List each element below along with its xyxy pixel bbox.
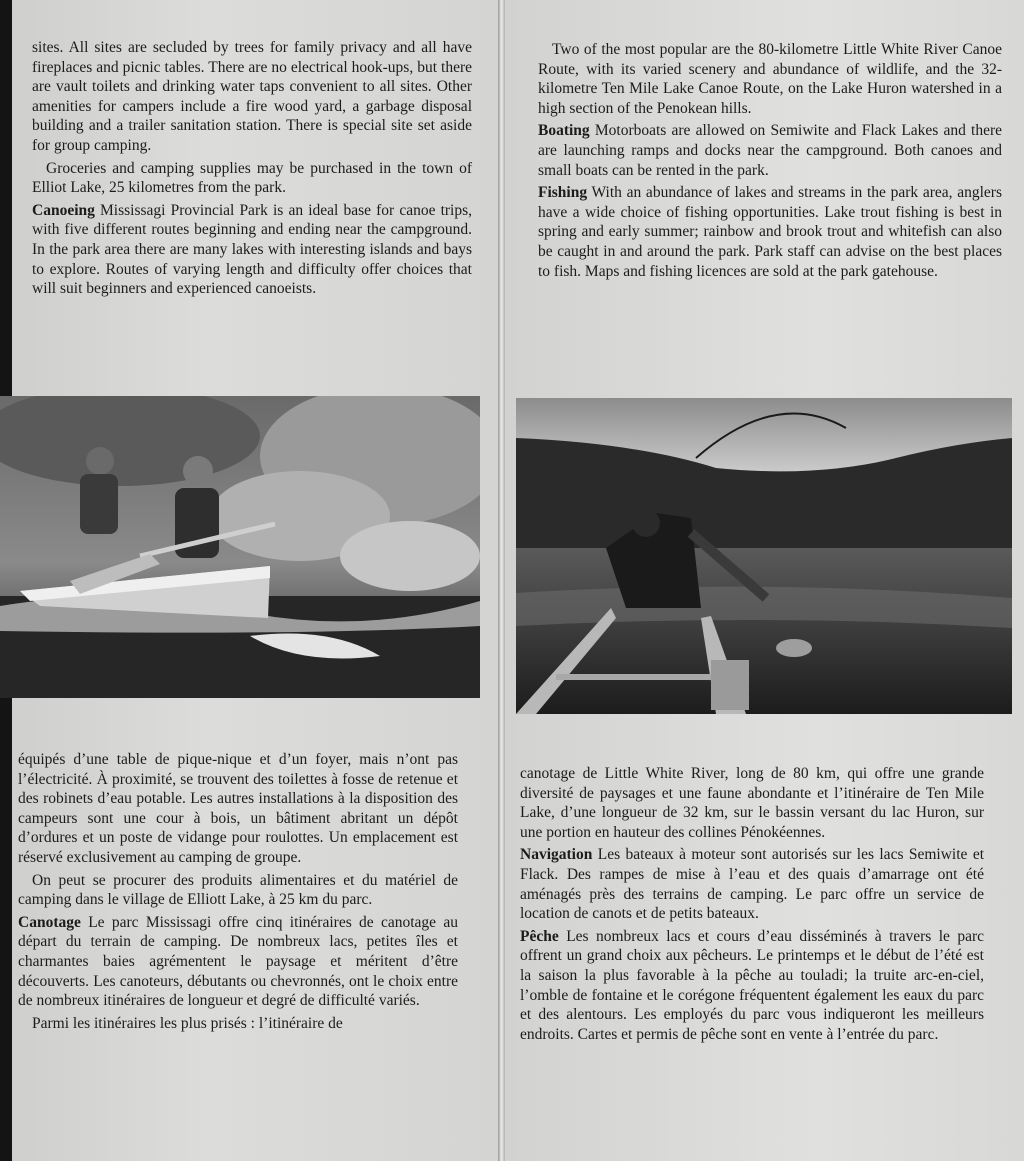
campsite-paragraph: sites. All sites are secluded by trees for family privacy and all have fireplaces and picnic tables. There are no electrical hook-ups, but there are vault toilets and drinking water taps convenient to all sites. Other amenities for campers include a fire wood yard, a garbage disposal building and a trailer sanitation station. There is special site set aside for group camping. xyxy=(32,39,472,154)
french-routes-intro: Parmi les itinéraires les plus prisés : l’itinéraire de xyxy=(32,1014,343,1032)
peche-heading: Pêche xyxy=(520,927,559,945)
groceries-paragraph: Groceries and camping supplies may be purchased in the town of Elliot Lake, 25 kilometres from the park. xyxy=(32,159,472,197)
fishing-photo xyxy=(516,398,1012,714)
french-left-column xyxy=(18,750,458,1033)
french-groceries-paragraph: On peut se procurer des produits alimentaires et du matériel de camping dans le village de Elliott Lake, à 25 km du parc. xyxy=(18,871,458,909)
canoeing-section xyxy=(32,201,472,299)
popular-routes-paragraph: Two of the most popular are the 80-kilometre Little White River Canoe Route, with its varied scenery and abundance of wildlife, and the 32-kilometre Ten Mile Lake Canoe Route, on the Lake Huron watershed in a high section of the Penokean hills. xyxy=(538,41,1002,117)
fishing-heading: Fishing xyxy=(538,184,588,202)
boating-section xyxy=(538,121,1002,180)
english-left-column xyxy=(32,38,472,299)
peche-section xyxy=(520,927,984,1045)
peche-text: Les nombreux lacs et cours d’eau disséminés à travers le parc offrent un grand choix aux pêcheurs. Le printemps et le début de l’été est la saison la plus favorable à la pêche au touladi; la truite arc-en-ciel, l’omble de fontaine et le corégone fréquentent également les eaux du parc et des alentours. Les employés du parc vous indiqueront les meilleurs endroits. Cartes et permis de pêche sont en vente à l’entrée du parc. xyxy=(520,927,985,1043)
canoeing-photo xyxy=(0,396,480,698)
french-popular-routes-paragraph: canotage de Little White River, long de 80 km, qui offre une grande diversité de paysages et une faune abondante et l’itinéraire de Ten Mile Lake, d’une longueur de 32 km, sur le bassin versant du lac Huron, sur une portion en hauteur des collines Pénokéennes. xyxy=(520,765,984,841)
page-fold xyxy=(498,0,505,1161)
fishing-section xyxy=(538,183,1002,281)
canoeing-heading: Canoeing xyxy=(32,201,95,219)
navigation-section xyxy=(520,845,984,923)
canotage-text: Le parc Mississagi offre cinq itinéraires de canotage au départ du terrain de camping. De nombreux lacs, petites îles et charmantes baies agrémentent le paysage et méritent d’être découverts. Les canoteurs, débutants ou chevronnés, ont le choix entre de nombreux itinéraires de longueur et degré de difficulté variés. xyxy=(18,913,459,1010)
canoeing-text: Mississagi Provincial Park is an ideal base for canoe trips, with five different routes beginning and ending near the campground. In the park area there are many lakes with interesting islands and bays to explore. Routes of varying length and difficulty offer choices that will suit beginners and experienced canoeists. xyxy=(32,201,473,298)
english-right-column xyxy=(538,40,1002,281)
navigation-text: Les bateaux à moteur sont autorisés sur les lacs Semiwite et Flack. Des rampes de mise à l’eau et des quais d’amarrage ont été aménagés près des terrains de camping. Le parc offre un service de location de canots et de petits bateaux. xyxy=(520,846,985,923)
fishing-text: With an abundance of lakes and streams in the park area, anglers have a wide choice of fishing opportunities. Lake trout fishing is best in spring and early summer; rainbow and brook trout and whitefish can also be caught in and around the park. Park staff can advise on the best places to fish. Maps and fishing licences are sold at the park gatehouse. xyxy=(538,184,1002,280)
french-campsite-paragraph: équipés d’une table de pique-nique et d’un foyer, mais n’ont pas l’électricité. À proximité, se trouvent des toilettes à fosse de retenue et des robinets d’eau potable. Les autres installations à la disposition des campeurs sont une cour à bois, un bâtiment abritant un dépôt d’ordures et un poste de vidange pour roulottes. Un emplacement est réservé exclusivement au camping de groupe. xyxy=(18,751,458,866)
canotage-section xyxy=(18,913,458,1011)
boating-heading: Boating xyxy=(538,122,590,140)
french-right-column xyxy=(520,764,984,1044)
canotage-heading: Canotage xyxy=(18,913,81,931)
navigation-heading: Navigation xyxy=(520,846,593,864)
boating-text: Motorboats are allowed on Semiwite and Flack Lakes and there are launching ramps and docks near the campground. Both canoes and small boats can be rented in the park. xyxy=(538,122,1003,179)
